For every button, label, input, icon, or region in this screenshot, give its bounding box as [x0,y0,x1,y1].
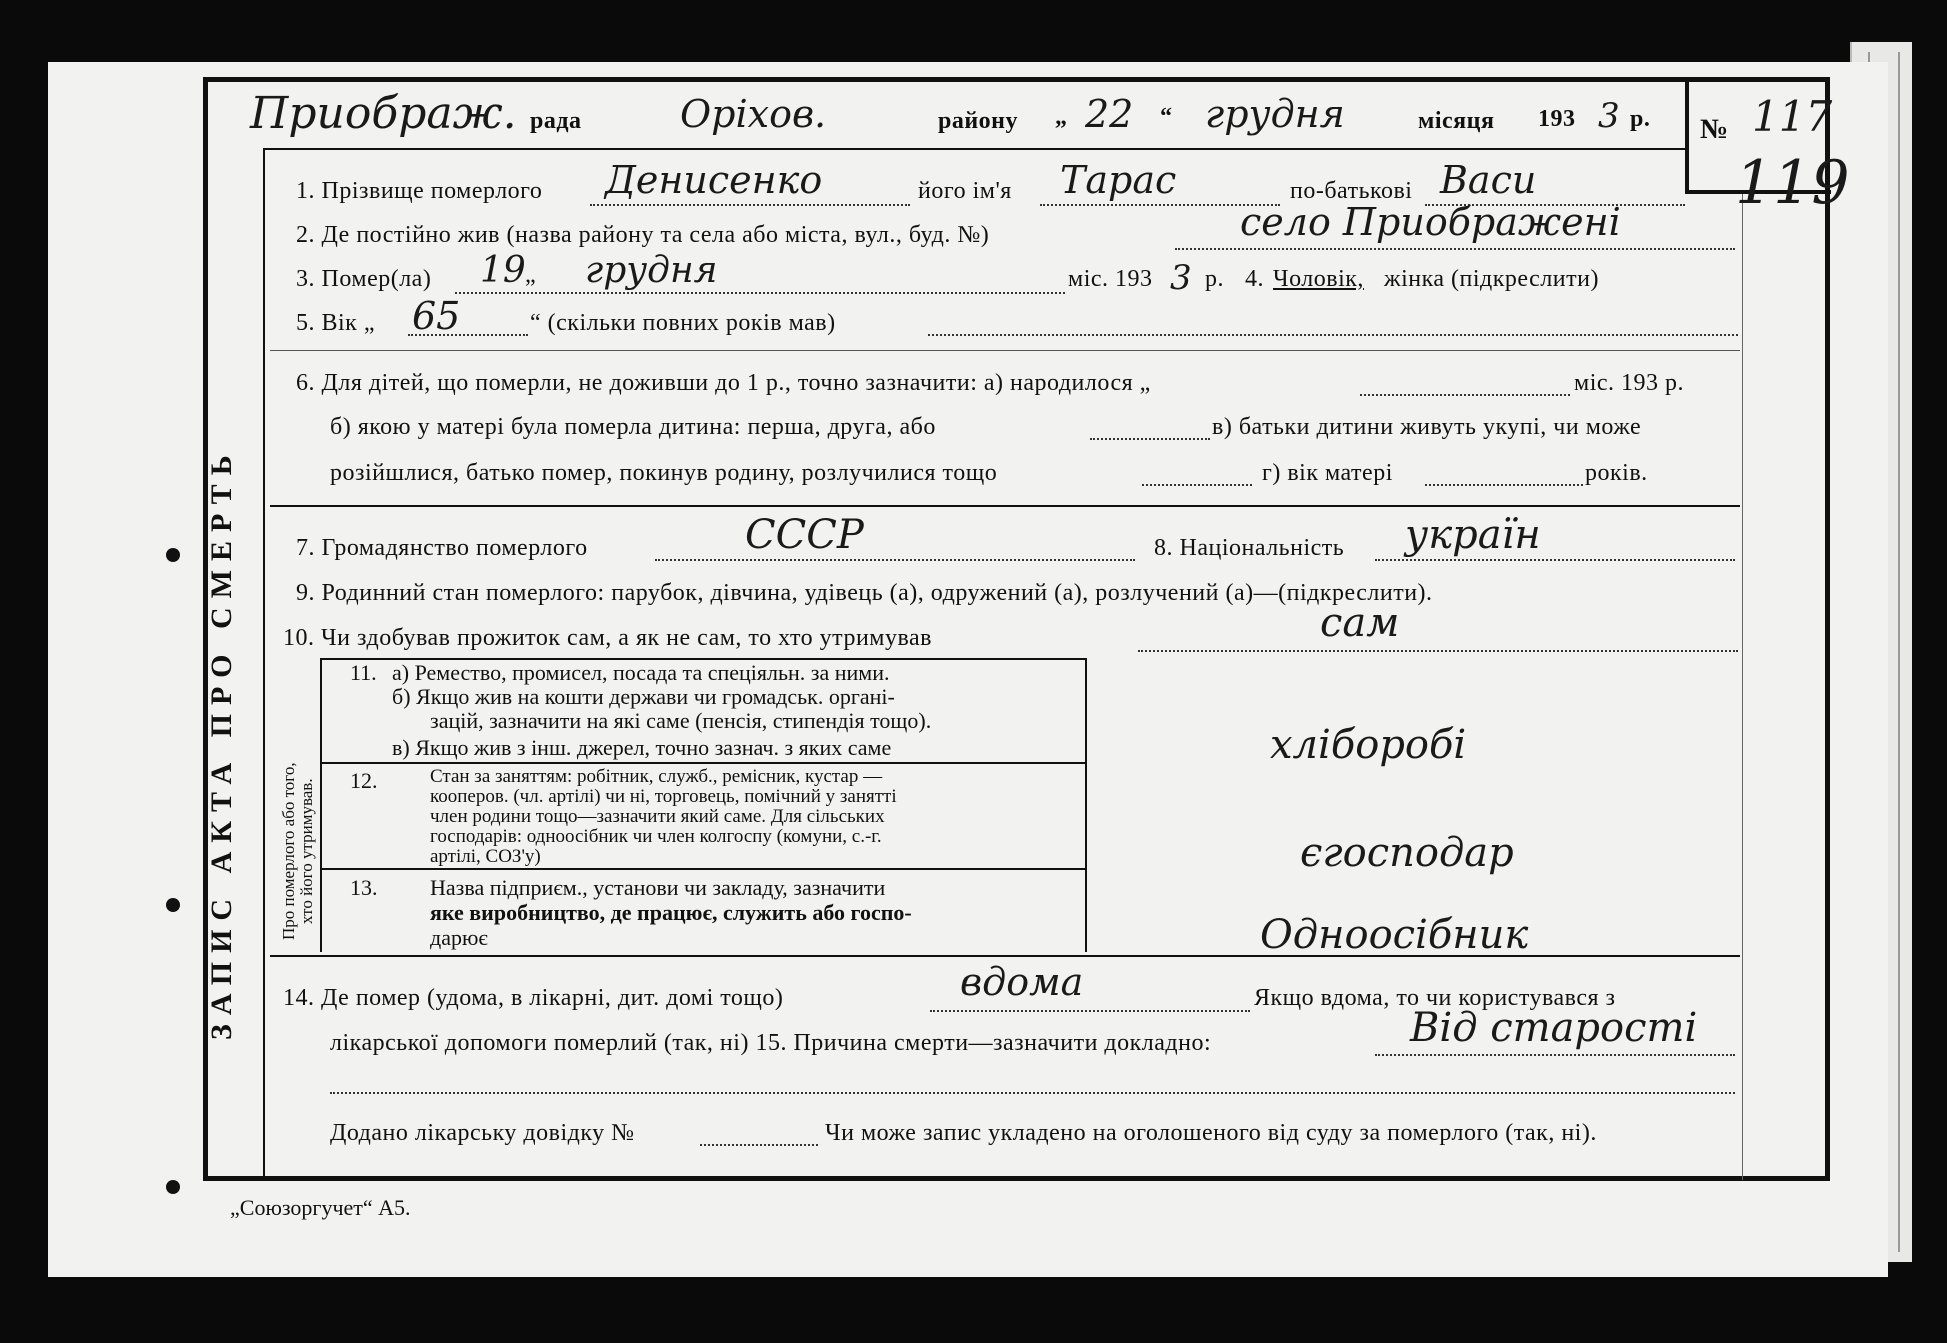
field-13-l3: дарює [430,925,488,950]
footer-certificate-label: Додано лікарську довідку № [330,1120,635,1146]
field-11-c: в) Якщо жив з інш. джерел, точно зазнач. з яких саме [392,735,892,760]
hand-month: грудня [1205,92,1345,136]
field-8-label: 8. Національність [1154,535,1345,561]
field-11-num: 11. [350,660,377,685]
sidebar-inner-note: Про померлого або того, хто його утримував. [279,762,316,940]
field-2-label: 2. Де постійно жив (назва району та села або міста, вул., буд. №) [296,222,990,248]
field-5-close: “ (скільки повних років мав) [530,310,836,336]
hand-rada: Приображ. [250,88,517,139]
field-13-l2: яке виробництво, де працює, служить або госпо- [430,900,912,925]
rada-label: рада [530,108,582,134]
field-11-a: а) Ремество, промисел, посада та спеціяльн. за ними. [392,660,890,685]
district-label: району [938,108,1019,134]
hand-age: 65 [412,294,461,338]
hand-workplace: Одноосібник [1260,912,1529,958]
hand-patronymic: Васи [1440,158,1537,202]
field-11-b2: зацій, зазначити на які саме (пенсія, стипендія тощо). [430,708,932,733]
field-3-label: 3. Помер(ла) [296,266,432,292]
hand-death-month: грудня [585,250,718,291]
hand-number: 117 [1752,92,1833,141]
field-14-c: лікарської допомоги померлий (так, ні) 15. Причина смерти—зазначити докладно: [330,1030,1212,1056]
field-1-name-label: його ім'я [918,178,1012,204]
date-quote-close: “ [1160,104,1173,130]
field-6-line3c: років. [1585,460,1648,486]
field-13-l1: Назва підприєм., установи чи закладу, зазначити [430,875,886,900]
hand-status: єгосподар [1300,830,1514,876]
hand-cause-of-death: Від старості [1410,1005,1698,1051]
sidebar-title: ЗАПИС АКТА ПРО СМЕРТЬ [205,446,238,1040]
hand-number-2: 119 [1735,148,1850,218]
field-12-l4: господарів: одноосібник чи член колгоспу (комуни, с.-г. [430,826,882,847]
hand-district: Оріхов. [680,92,827,136]
hand-nationality: україн [1405,512,1541,558]
hand-surname: Денисенко [605,158,823,202]
field-14-b: Якщо вдома, то чи користувався з [1254,985,1616,1011]
number-label: № [1700,114,1729,145]
field-11-b1: б) Якщо жив на кошти держави чи громадськ. органі- [392,684,895,709]
field-1-label: 1. Прізвище померлого [296,178,543,204]
date-quote-open: „ [1055,104,1068,130]
field-4-label: 4. [1245,266,1264,292]
field-4-male: Чоловік, [1273,266,1364,292]
field-6-line2b: в) батьки дитини живуть укупі, чи може [1212,414,1642,440]
field-1-patronymic-label: по-батькові [1290,178,1413,204]
hand-name: Тарас [1060,158,1177,202]
field-10-label: 10. Чи здобував прожиток сам, а як не сам, то хто утримував [283,625,932,651]
field-12-num: 12. [350,768,378,793]
field-3-quote: „ [525,262,537,288]
month-label: місяця [1418,108,1495,134]
hand-year-digit: 3 [1598,96,1620,136]
punch-hole-icon [166,548,180,562]
printer-imprint: „Союзоргучет“ А5. [230,1195,411,1220]
punch-hole-icon [166,1180,180,1194]
field-5-label: 5. Вік „ [296,310,375,336]
field-4-rest: жінка (підкреслити) [1384,266,1599,292]
field-3-r: р. [1205,266,1224,292]
hand-occupation: хліборобі [1270,722,1467,768]
field-9-label: 9. Родинний стан померлого: парубок, дівчина, удівець (а), одружений (а), розлучений (а)—(підкреслити). [296,580,1433,606]
field-12-l1: Стан за заняттям: робітник, служб., ремісник, кустар — [430,766,883,787]
hand-support: сам [1320,600,1400,646]
field-6-line3b: г) вік матері [1262,460,1393,486]
hand-death-day: 19 [480,250,526,291]
field-6-line3a: розійшлися, батько помер, покинув родину, розлучилися тощо [330,460,998,486]
year-suffix: р. [1630,106,1651,132]
hand-residence: село Приображені [1240,200,1621,244]
field-12-l3: член родини тощо—зазначити який саме. Для сільських [430,806,885,827]
sidebar-divider [263,150,265,1180]
field-13-num: 13. [350,875,378,900]
footer-court-label: Чи може запис укладено на оголошеного від суду за померлого (так, ні). [825,1120,1597,1146]
field-3-mis: міс. 193 [1068,266,1153,292]
field-14-label: 14. Де помер (удома, в лікарні, дит. домі тощо) [283,985,784,1011]
field-7-label: 7. Громадянство померлого [296,535,588,561]
punch-hole-icon [166,898,180,912]
field-12-l5: артілі, СОЗ'у) [430,846,541,867]
hand-death-year: 3 [1170,258,1192,298]
hand-place-of-death: вдома [960,960,1084,1004]
field-6-line1b: міс. 193 р. [1574,370,1685,396]
hand-day: 22 [1085,92,1134,136]
field-6-line1: 6. Для дітей, що померли, не доживши до 1 р., точно зазначити: а) народилося „ [296,370,1151,396]
right-margin-line [1742,190,1743,1180]
field-6-line2a: б) якою у матері була померла дитина: перша, друга, або [330,414,936,440]
year-printed: 193 [1538,106,1576,132]
field-12-l2: кооперов. (чл. артілі) чи ні, торговець, помічний у занятті [430,786,897,807]
hand-citizenship: СССР [745,512,864,558]
header-divider [263,148,1685,150]
